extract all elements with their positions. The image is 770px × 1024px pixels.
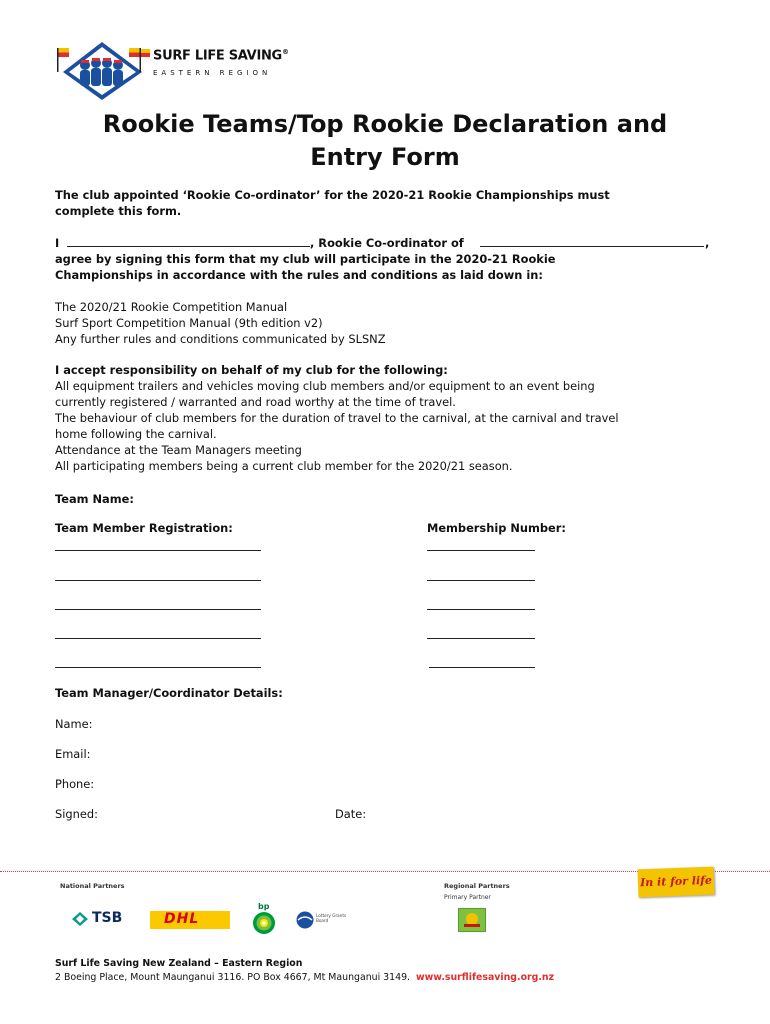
manager-details-heading: Team Manager/Coordinator Details: <box>55 686 283 700</box>
lifesaver-emblem-icon <box>55 38 150 100</box>
list-item: Attendance at the Team Managers meeting <box>55 443 302 457</box>
list-item: Any further rules and conditions communicated by SLSNZ <box>55 332 386 346</box>
member-name-line-3[interactable] <box>55 609 261 610</box>
logo <box>55 38 305 100</box>
membership-number-label: Membership Number: <box>427 521 566 535</box>
email-field[interactable]: Email: <box>55 747 91 761</box>
responsibility-section <box>55 362 715 474</box>
list-item: The 2020/21 Rookie Competition Manual <box>55 300 288 314</box>
footer-address: 2 Boeing Place, Mount Maunganui 3116. PO Box 4667, Mt Maunganui 3149. www.surflifesaving.org.nz <box>55 972 555 983</box>
dhl-logo: DHL <box>150 911 230 929</box>
membership-number-line-1[interactable] <box>427 550 535 551</box>
member-registration-label: Team Member Registration: <box>55 521 233 535</box>
membership-number-line-4[interactable] <box>427 638 535 639</box>
team-name-label: Team Name: <box>55 492 134 506</box>
list-item: Surf Sport Competition Manual (9th edition v2) <box>55 316 323 330</box>
member-name-line-4[interactable] <box>55 638 261 639</box>
logo-name: SURF LIFE SAVING® <box>153 48 289 64</box>
logo-region: EASTERN REGION <box>153 69 272 77</box>
lottery-grants-logo: Lottery Grants Board <box>296 910 360 930</box>
member-name-line-1[interactable] <box>55 550 261 551</box>
regional-partners-label: Regional Partners <box>444 882 510 890</box>
tsb-mark-icon <box>72 912 88 926</box>
website-link[interactable]: www.surflifesaving.org.nz <box>415 972 555 983</box>
member-name-line-2[interactable] <box>55 580 261 581</box>
rules-documents-list <box>55 299 715 347</box>
list-item: currently registered / warranted and road worthy at the time of travel. <box>55 395 456 409</box>
lottery-globe-icon <box>296 911 314 929</box>
page-title: Rookie Teams/Top Rookie Declaration and Entry Form <box>102 110 668 171</box>
regional-partner-icon <box>459 909 485 931</box>
in-it-for-life-badge: In it for life <box>638 867 715 898</box>
tsb-logo: TSB <box>72 910 132 928</box>
phone-field[interactable]: Phone: <box>55 777 95 791</box>
membership-number-line-3[interactable] <box>427 609 535 610</box>
list-item: All equipment trailers and vehicles moving club members and/or equipment to an event being <box>55 379 595 393</box>
coordinator-name-line[interactable] <box>67 246 310 247</box>
responsibility-heading: I accept responsibility on behalf of my club for the following: <box>55 363 448 377</box>
name-field[interactable]: Name: <box>55 717 93 731</box>
intro-text: The club appointed ‘Rookie Co-ordinator’ for the 2020-21 Rookie Championships must complete this form. <box>55 188 610 218</box>
list-item: home following the carnival. <box>55 427 217 441</box>
membership-number-line-2[interactable] <box>427 580 535 581</box>
bp-helios-icon <box>252 911 276 935</box>
national-partners-label: National Partners <box>60 882 125 890</box>
declaration-text: I , Rookie Co-ordinator of , agree by signing this form that my club will participate in the 2020-21 Rookie Championships in accordance with the rules and conditions as laid down in: <box>55 236 710 282</box>
bp-logo: bp <box>250 902 278 936</box>
regional-partner-logo <box>458 908 486 932</box>
member-name-line-5[interactable] <box>55 667 261 668</box>
footer-org: Surf Life Saving New Zealand – Eastern Region <box>55 958 303 969</box>
date-field[interactable]: Date: <box>335 807 367 821</box>
list-item: All participating members being a current club member for the 2020/21 season. <box>55 459 513 473</box>
club-name-line[interactable] <box>480 246 704 247</box>
primary-partner-label: Primary Partner <box>444 894 491 901</box>
signed-field[interactable]: Signed: <box>55 807 98 821</box>
membership-number-line-5[interactable] <box>429 667 535 668</box>
list-item: The behaviour of club members for the duration of travel to the carnival, at the carnival and travel <box>55 411 619 425</box>
logo-flag-icon <box>141 49 150 57</box>
